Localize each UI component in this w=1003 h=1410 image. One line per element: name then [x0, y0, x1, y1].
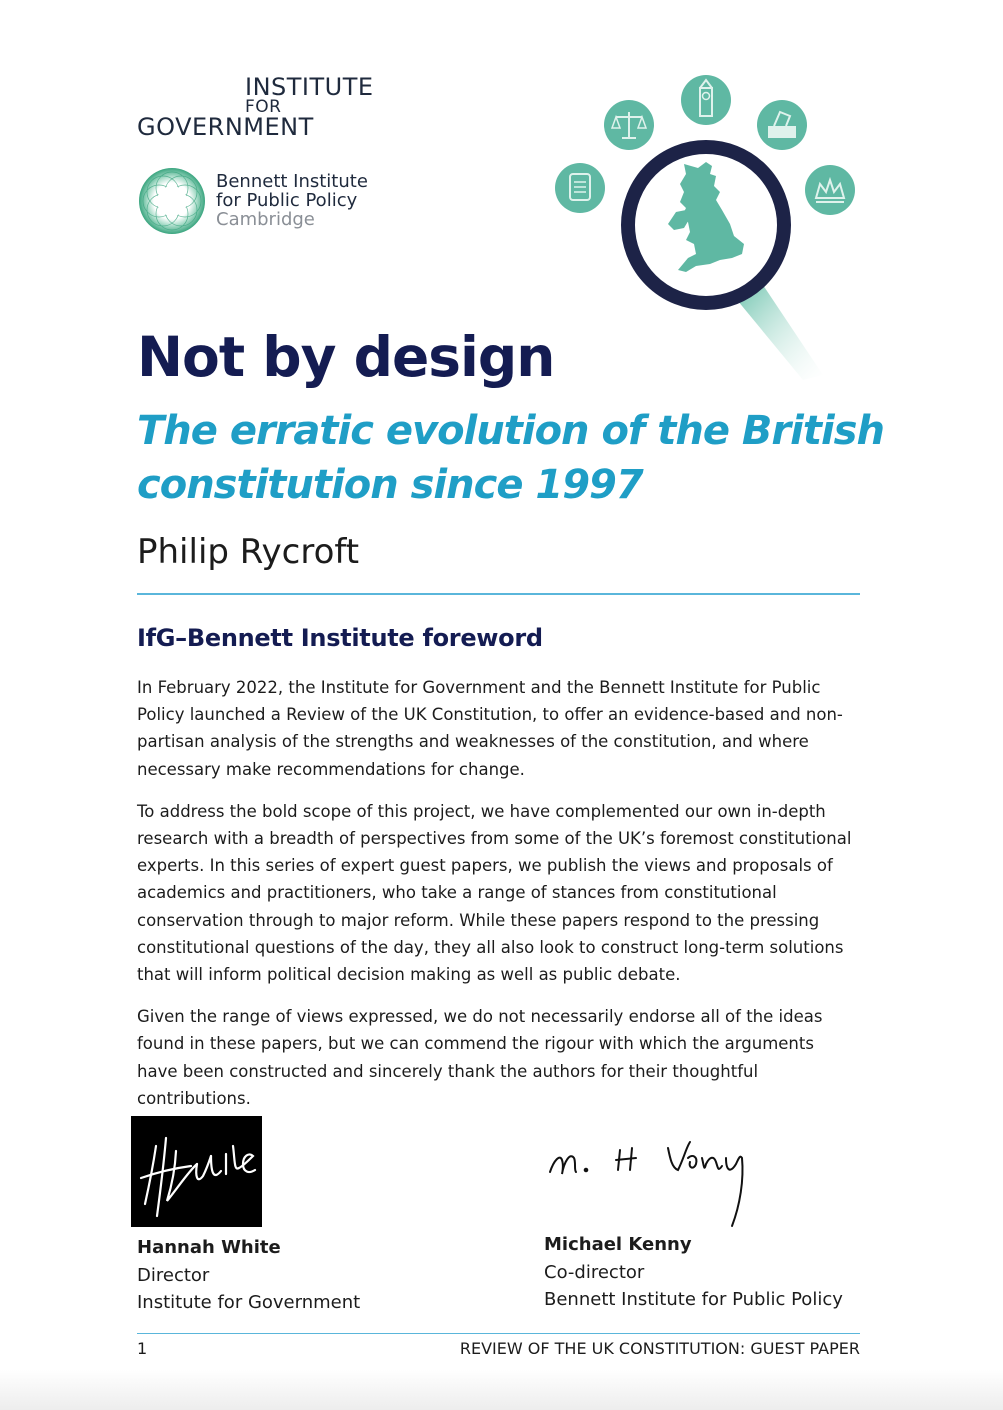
ballot-box-icon: [757, 100, 807, 150]
signatory-hannah-white: [137, 1234, 360, 1317]
page-number: 1: [137, 1339, 148, 1358]
ifg-logo-line3: GOVERNMENT: [137, 113, 314, 141]
bennett-emblem-icon: [137, 166, 207, 236]
scales-of-justice-icon: [604, 100, 654, 150]
page-bottom-shade: [0, 1370, 1003, 1410]
big-ben-icon: [681, 75, 731, 125]
bennett-logo-line1: Bennett Institute: [216, 171, 368, 192]
foreword-paragraph: In February 2022, the Institute for Government and the Bennett Institute for Public Policy launched a Review of the UK Constitution, to offer an evidence-based and non-partisan analysis of the strengths and weaknesses of the constitution, and where necessary make recommendations for change.: [137, 678, 843, 779]
magnifier-illustration: [548, 70, 878, 390]
signatory-role: Director: [137, 1264, 210, 1286]
signatory-michael-kenny: [544, 1231, 843, 1314]
ifg-logo-line2: FOR: [245, 97, 282, 117]
crown-icon: [805, 165, 855, 215]
signatory-name: Michael Kenny: [544, 1234, 692, 1255]
foreword-heading: IfG–Bennett Institute foreword: [137, 624, 543, 652]
footer-divider: [137, 1333, 860, 1334]
running-title: REVIEW OF THE UK CONSTITUTION: GUEST PAPER: [459, 1339, 860, 1358]
page-title: Not by design: [137, 325, 555, 389]
ifg-logo-line1: INSTITUTE: [245, 73, 374, 101]
scroll-icon: [555, 163, 605, 213]
michael-kenny-signature: [540, 1130, 760, 1230]
foreword-paragraph: To address the bold scope of this project, we have complemented our own in-depth research with a breadth of perspectives from some of the UK’s foremost constitutional experts. In this series of expert guest papers, we publish the views and proposals of academics and practitioners, who take a range of stances from constitutional conservation through to major reform. While these papers respond to the pressing constitutional questions of the day, they all also look to construct long-term solutions that will inform political decision making as well as public debate.: [137, 801, 852, 985]
title-divider: [137, 593, 860, 595]
signatory-role: Co-director: [544, 1261, 645, 1283]
page-subtitle: The erratic evolution of the British constitution since 1997: [137, 408, 884, 508]
bennett-institute-logo: [137, 166, 387, 238]
foreword-paragraph: Given the range of views expressed, we do not necessarily endorse all of the ideas found in these papers, but we can commend the rigour with which the arguments have been constructed and sincerely thank the authors for their thoughtful contributions.: [137, 1007, 823, 1108]
bennett-logo-line3: Cambridge: [216, 209, 315, 230]
signatory-organisation: Bennett Institute for Public Policy: [544, 1289, 843, 1310]
signatory-organisation: Institute for Government: [137, 1292, 361, 1313]
author-name: Philip Rycroft: [137, 532, 360, 572]
bennett-logo-line2: for Public Policy: [216, 190, 358, 211]
foreword-body: [137, 674, 857, 1127]
hannah-white-signature: [131, 1116, 262, 1227]
signatory-name: Hannah White: [137, 1237, 281, 1258]
institute-for-government-logo: [137, 72, 377, 142]
